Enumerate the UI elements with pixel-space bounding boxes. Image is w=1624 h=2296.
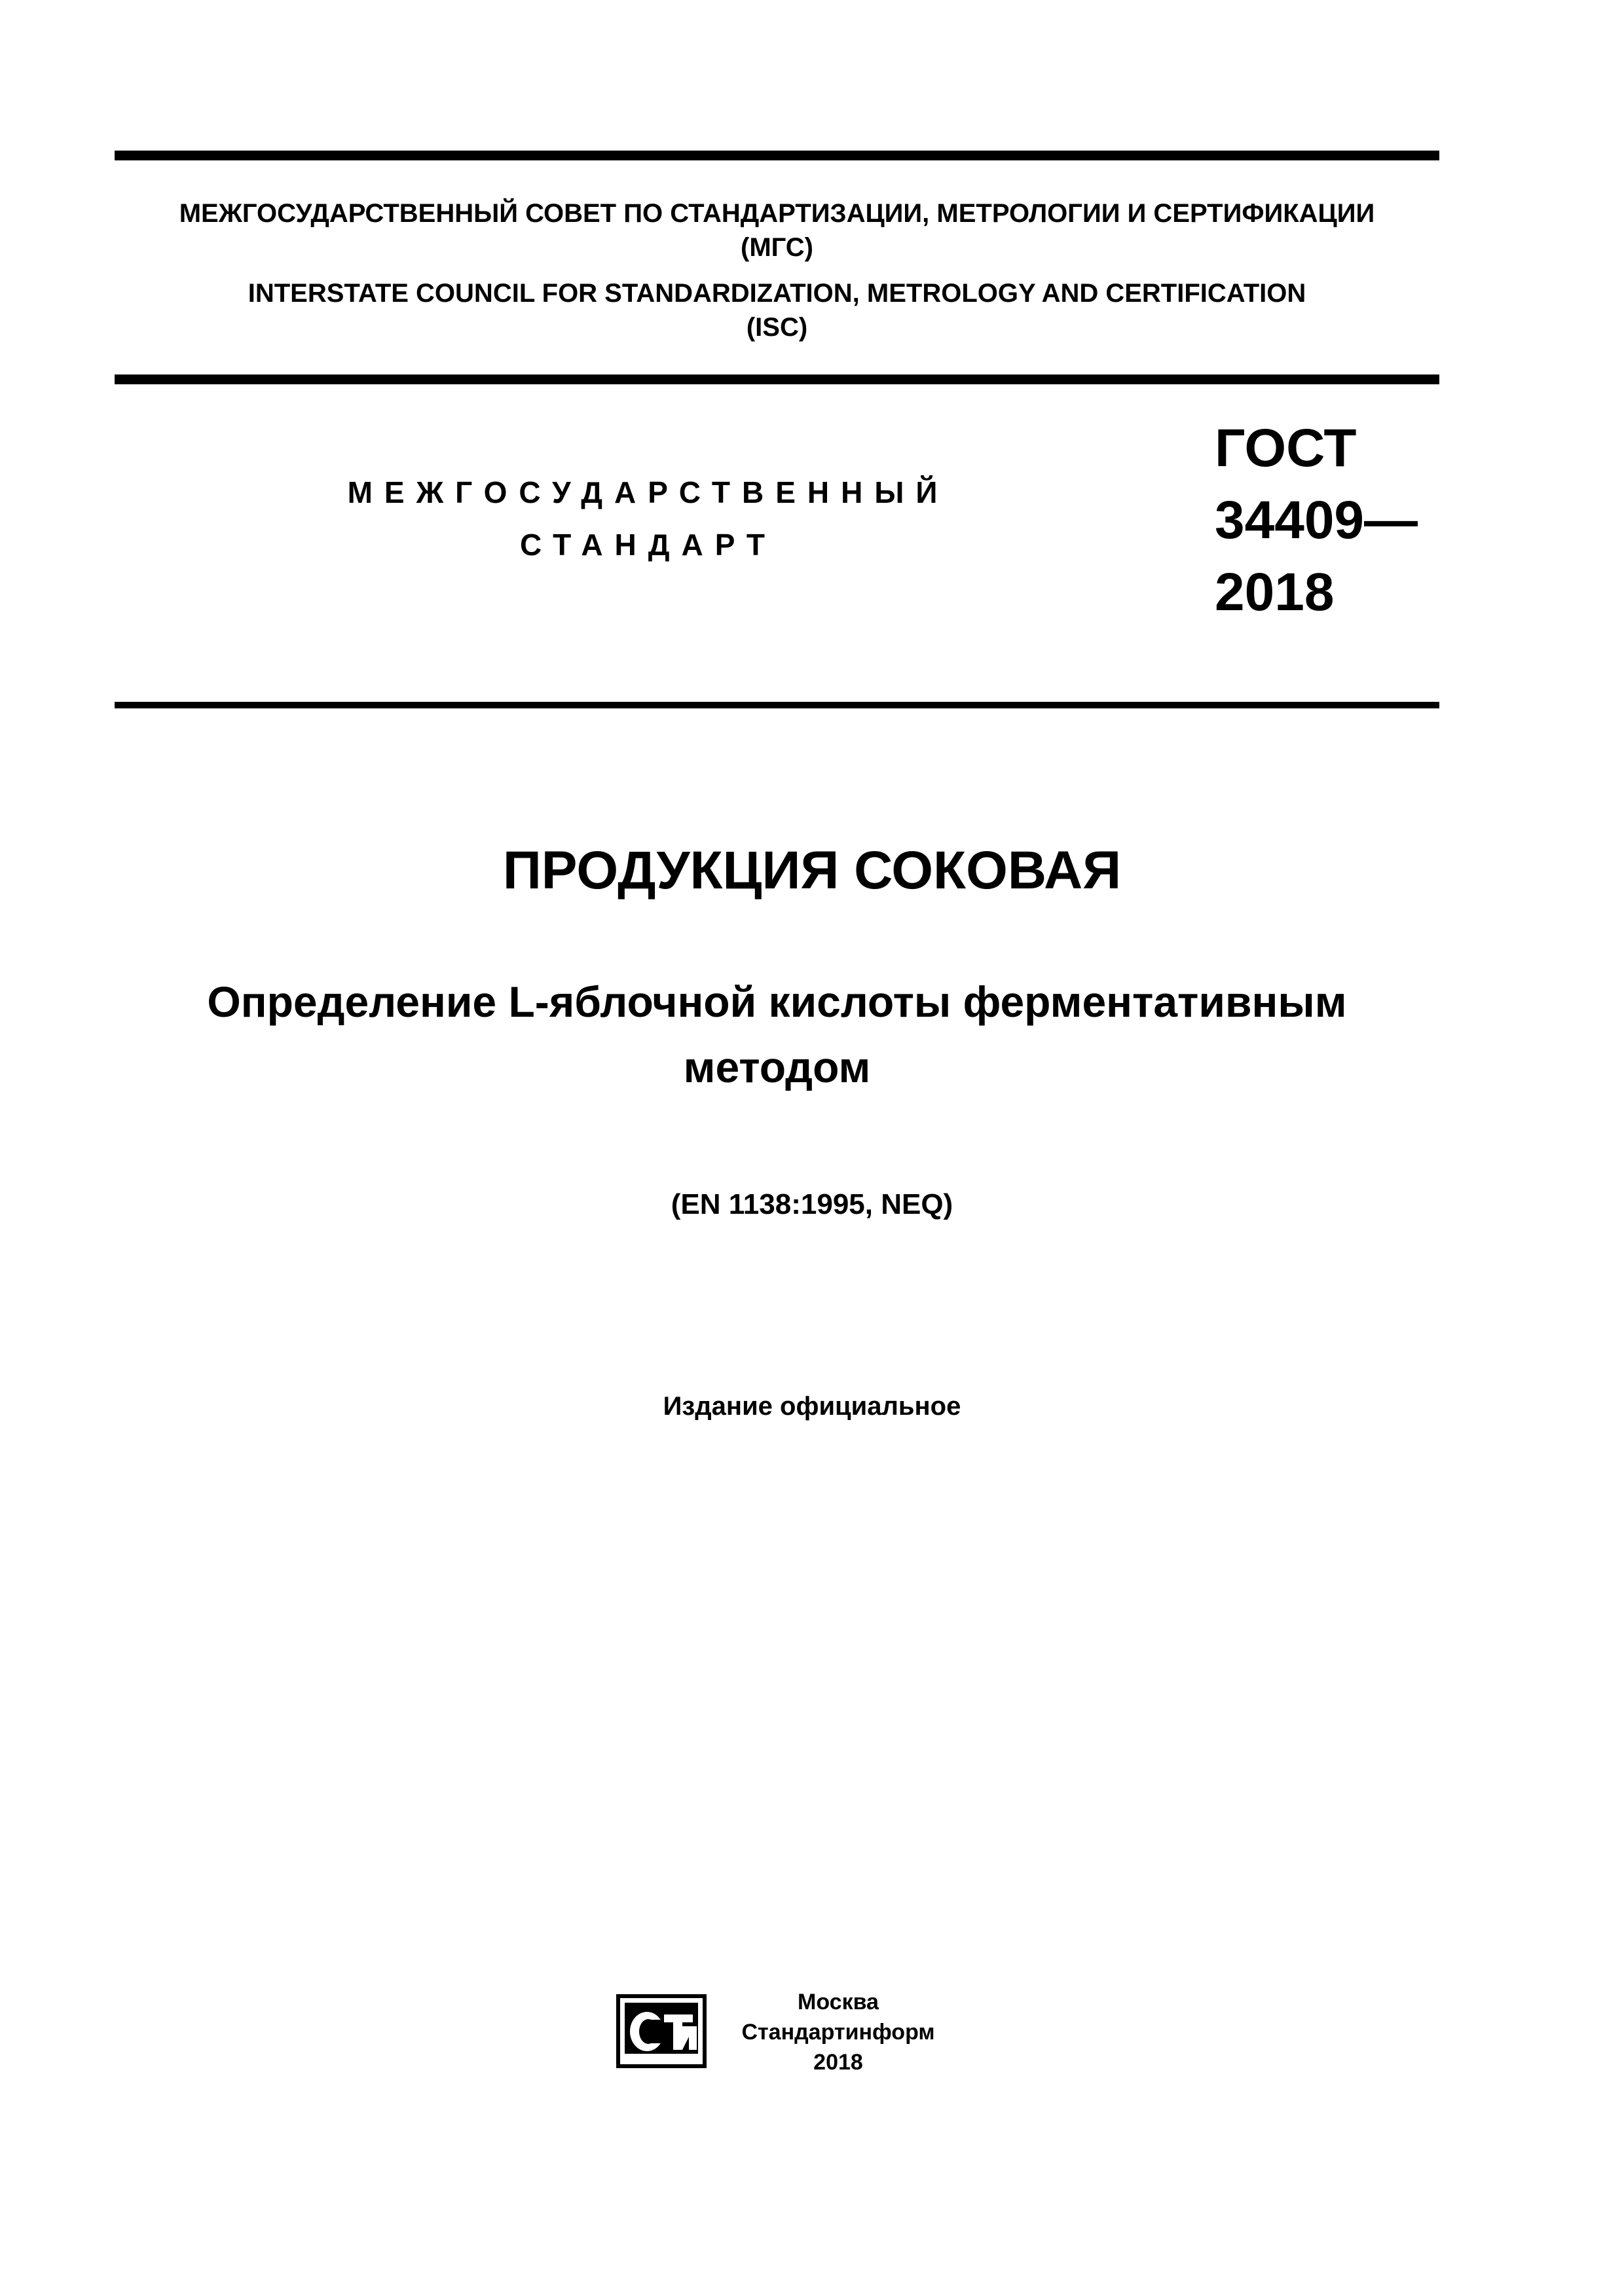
subtitle-line1: Определение L-яблочной кислоты ферментативным [207, 977, 1347, 1026]
gost-line1: ГОСТ [1215, 418, 1357, 478]
standard-label-line1: МЕЖГОСУДАРСТВЕННЫЙ [347, 475, 950, 509]
council-en-line2: (ISC) [746, 313, 808, 342]
document-title: ПРОДУКЦИЯ СОКОВАЯ [502, 841, 1122, 900]
publisher-block [727, 1987, 950, 2077]
gost-number [1215, 412, 1418, 629]
standartinform-logo-icon [616, 1994, 707, 2069]
council-ru-line2: (МГС) [741, 233, 813, 262]
middle-rule [115, 374, 1439, 384]
publisher-year: 2018 [813, 2050, 863, 2075]
top-rule [115, 151, 1439, 160]
gost-line2: 34409— [1215, 490, 1418, 550]
publisher-city: Москва [798, 1990, 879, 2014]
standard-reference: (EN 1138:1995, NEQ) [671, 1188, 953, 1220]
council-ru-line1: МЕЖГОСУДАРСТВЕННЫЙ СОВЕТ ПО СТАНДАРТИЗАЦИИ, МЕТРОЛОГИИ И СЕРТИФИКАЦИИ [179, 199, 1375, 228]
subtitle-line2: методом [683, 1043, 871, 1091]
council-name-ru [115, 196, 1439, 264]
edition-note: Издание официальное [663, 1392, 961, 1421]
bottom-rule [115, 702, 1439, 708]
document-subtitle [115, 969, 1439, 1100]
council-en-line1: INTERSTATE COUNCIL FOR STANDARDIZATION, METROLOGY AND CERTIFICATION [248, 279, 1306, 308]
council-name-en [115, 276, 1439, 344]
standard-label [255, 466, 1041, 571]
gost-line3: 2018 [1215, 562, 1335, 622]
standard-label-line2: СТАНДАРТ [520, 528, 777, 562]
publisher-name: Стандартинформ [741, 2020, 935, 2045]
